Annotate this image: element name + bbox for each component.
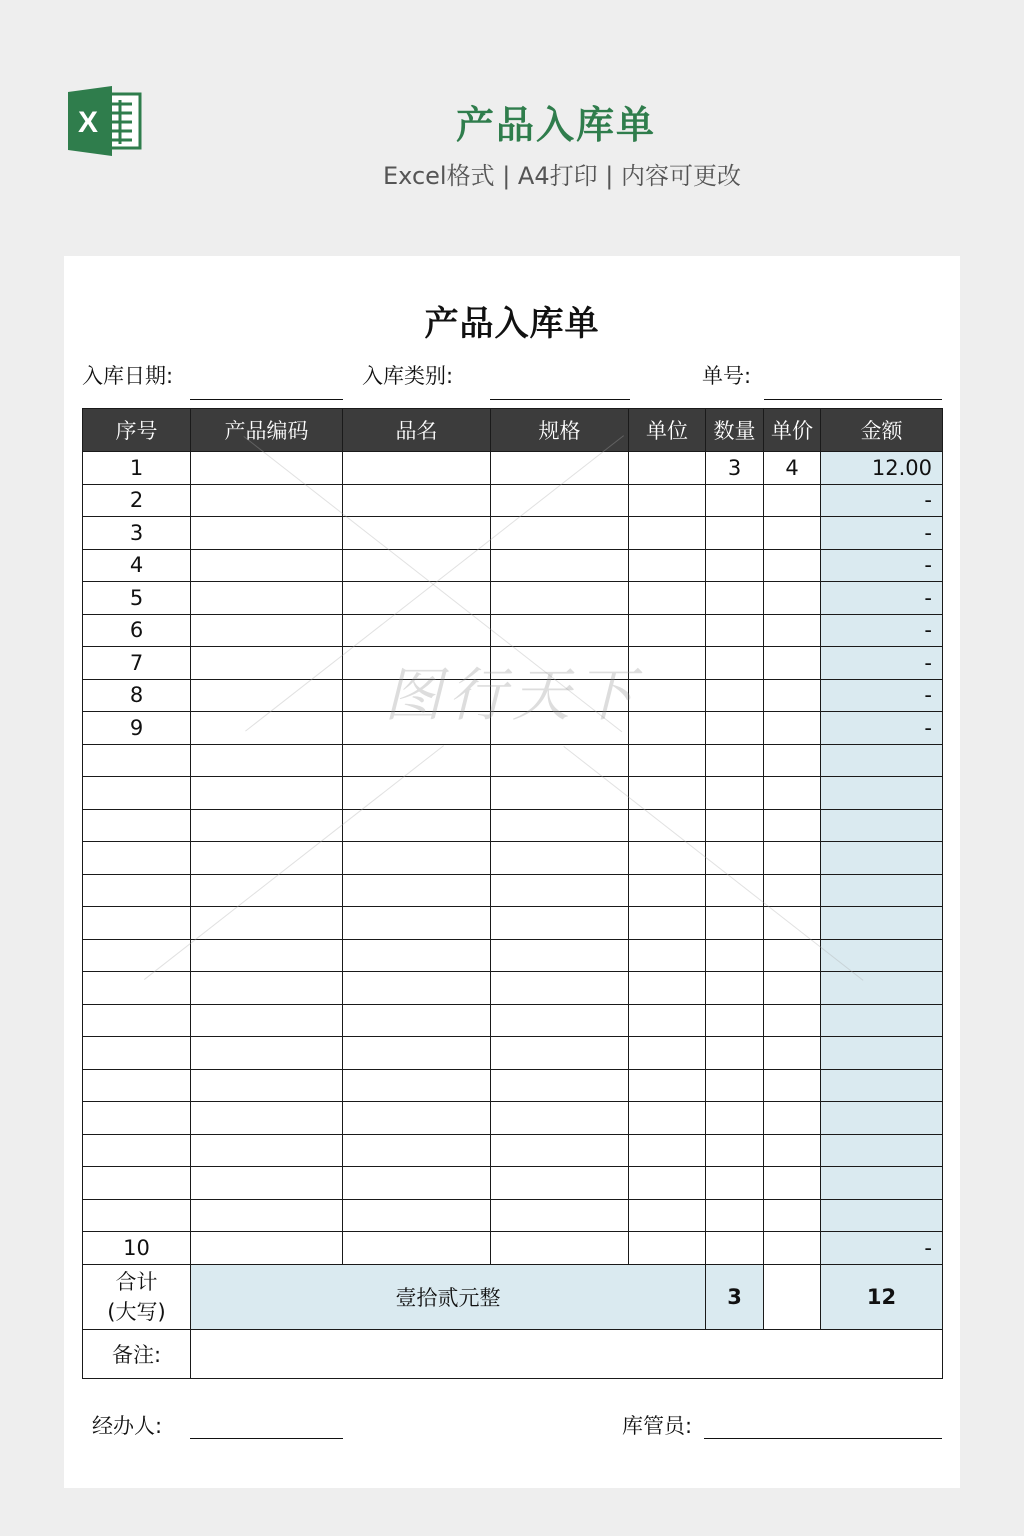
row-name-cell[interactable] — [343, 1102, 491, 1135]
row-amount-cell[interactable] — [821, 1069, 943, 1102]
row-seq-cell[interactable] — [83, 1102, 191, 1135]
row-price-cell[interactable] — [764, 679, 821, 712]
row-unit-cell[interactable] — [629, 679, 706, 712]
row-price-cell[interactable] — [764, 972, 821, 1005]
row-qty-cell[interactable] — [706, 647, 764, 680]
row-amount-cell[interactable]: - — [821, 679, 943, 712]
row-spec-cell[interactable] — [491, 484, 629, 517]
row-seq-cell[interactable] — [83, 939, 191, 972]
row-unit-cell[interactable] — [629, 842, 706, 875]
row-amount-cell[interactable] — [821, 1037, 943, 1070]
row-price-cell[interactable] — [764, 874, 821, 907]
row-code-cell[interactable] — [191, 842, 343, 875]
keeper-label: 库管员: — [622, 1414, 693, 1438]
row-amount-cell[interactable] — [821, 1102, 943, 1135]
table-row — [83, 582, 943, 615]
row-spec-cell[interactable] — [491, 1069, 629, 1102]
row-spec-cell[interactable] — [491, 874, 629, 907]
row-code-cell[interactable] — [191, 1004, 343, 1037]
row-price-cell[interactable] — [764, 939, 821, 972]
row-price-cell[interactable] — [764, 712, 821, 745]
col-header-seq: 序号 — [83, 409, 191, 452]
row-amount-cell[interactable]: - — [821, 647, 943, 680]
row-spec-cell[interactable] — [491, 712, 629, 745]
row-price-cell[interactable] — [764, 744, 821, 777]
row-spec-cell[interactable] — [491, 972, 629, 1005]
row-unit-cell[interactable] — [629, 874, 706, 907]
row-price-cell[interactable] — [764, 549, 821, 582]
row-spec-cell[interactable] — [491, 517, 629, 550]
row-qty-cell[interactable] — [706, 1199, 764, 1232]
row-code-cell[interactable] — [191, 712, 343, 745]
banner-subtitle: Excel格式 | A4打印 | 内容可更改 — [383, 162, 741, 190]
row-name-cell[interactable] — [343, 712, 491, 745]
row-qty-cell[interactable] — [706, 484, 764, 517]
row-price-cell[interactable] — [764, 1134, 821, 1167]
row-code-cell[interactable] — [191, 582, 343, 615]
row-amount-cell[interactable]: - — [821, 582, 943, 615]
total-label-line1: 合计 — [115, 1269, 158, 1294]
row-unit-cell[interactable] — [629, 484, 706, 517]
sheet-title: 产品入库单 — [424, 304, 600, 344]
row-qty-cell[interactable] — [706, 679, 764, 712]
row-name-cell[interactable] — [343, 1232, 491, 1265]
table-row — [83, 777, 943, 810]
row-seq-cell[interactable] — [83, 1069, 191, 1102]
row-unit-cell[interactable] — [629, 744, 706, 777]
row-qty-cell[interactable] — [706, 1134, 764, 1167]
row-spec-cell[interactable] — [491, 1004, 629, 1037]
row-code-cell[interactable] — [191, 647, 343, 680]
row-price-cell[interactable] — [764, 1037, 821, 1070]
row-code-cell[interactable] — [191, 907, 343, 940]
notes-label: 备注: — [83, 1329, 191, 1378]
keeper-field[interactable] — [704, 1438, 942, 1439]
row-unit-cell[interactable] — [629, 582, 706, 615]
row-unit-cell[interactable] — [629, 939, 706, 972]
row-spec-cell[interactable] — [491, 842, 629, 875]
row-price-cell[interactable] — [764, 582, 821, 615]
row-seq-cell[interactable]: 7 — [83, 647, 191, 680]
row-qty-cell[interactable] — [706, 1069, 764, 1102]
notes-field[interactable] — [191, 1329, 943, 1378]
row-qty-cell[interactable] — [706, 1167, 764, 1200]
row-price-cell[interactable] — [764, 1004, 821, 1037]
table-row — [83, 1167, 943, 1200]
row-spec-cell[interactable] — [491, 452, 629, 485]
row-unit-cell[interactable] — [629, 1167, 706, 1200]
row-qty-cell[interactable] — [706, 517, 764, 550]
table-row — [83, 1232, 943, 1265]
row-seq-cell[interactable] — [83, 1037, 191, 1070]
row-code-cell[interactable] — [191, 972, 343, 1005]
row-qty-cell[interactable] — [706, 1004, 764, 1037]
row-price-cell[interactable] — [764, 1102, 821, 1135]
row-amount-cell[interactable]: - — [821, 484, 943, 517]
row-unit-cell[interactable] — [629, 1102, 706, 1135]
handler-field[interactable] — [190, 1438, 343, 1439]
total-amount-in-words[interactable]: 壹拾贰元整 — [191, 1264, 706, 1329]
row-code-cell[interactable] — [191, 1102, 343, 1135]
table-row — [83, 907, 943, 940]
table-row — [83, 1004, 943, 1037]
row-code-cell[interactable] — [191, 614, 343, 647]
row-seq-cell[interactable] — [83, 809, 191, 842]
row-name-cell[interactable] — [343, 744, 491, 777]
row-amount-cell[interactable] — [821, 1004, 943, 1037]
row-amount-cell[interactable] — [821, 972, 943, 1005]
row-spec-cell[interactable] — [491, 1167, 629, 1200]
row-seq-cell[interactable]: 2 — [83, 484, 191, 517]
row-spec-cell[interactable] — [491, 907, 629, 940]
row-name-cell[interactable] — [343, 614, 491, 647]
row-name-cell[interactable] — [343, 1004, 491, 1037]
row-unit-cell[interactable] — [629, 1134, 706, 1167]
watermark-text: 图行天下 — [384, 661, 641, 729]
row-spec-cell[interactable] — [491, 1102, 629, 1135]
row-qty-cell[interactable] — [706, 972, 764, 1005]
row-price-cell[interactable] — [764, 809, 821, 842]
row-amount-cell[interactable]: - — [821, 517, 943, 550]
row-code-cell[interactable] — [191, 1199, 343, 1232]
col-header-spec: 规格 — [491, 409, 629, 452]
row-qty-cell[interactable] — [706, 1232, 764, 1265]
row-spec-cell[interactable] — [491, 614, 629, 647]
excel-icon-letter: X — [77, 106, 99, 139]
date-field[interactable] — [190, 399, 343, 400]
row-unit-cell[interactable] — [629, 614, 706, 647]
row-unit-cell[interactable] — [629, 452, 706, 485]
row-code-cell[interactable] — [191, 679, 343, 712]
table-row — [83, 939, 943, 972]
row-code-cell[interactable] — [191, 939, 343, 972]
row-price-cell[interactable] — [764, 1232, 821, 1265]
row-seq-cell[interactable] — [83, 1004, 191, 1037]
row-qty-cell[interactable] — [706, 874, 764, 907]
row-amount-cell[interactable]: - — [821, 712, 943, 745]
row-seq-cell[interactable]: 9 — [83, 712, 191, 745]
row-name-cell[interactable] — [343, 1199, 491, 1232]
row-code-cell[interactable] — [191, 1232, 343, 1265]
table-row — [83, 972, 943, 1005]
row-seq-cell[interactable]: 10 — [83, 1232, 191, 1265]
row-spec-cell[interactable] — [491, 777, 629, 810]
col-header-name: 品名 — [343, 409, 491, 452]
row-price-cell[interactable] — [764, 517, 821, 550]
row-amount-cell[interactable] — [821, 1167, 943, 1200]
row-name-cell[interactable] — [343, 1037, 491, 1070]
row-code-cell[interactable] — [191, 484, 343, 517]
date-label: 入库日期: — [82, 364, 174, 388]
row-name-cell[interactable] — [343, 939, 491, 972]
table-row — [83, 549, 943, 582]
total-price-cell[interactable] — [764, 1264, 821, 1329]
row-qty-cell[interactable] — [706, 1037, 764, 1070]
number-label: 单号: — [702, 364, 752, 388]
table-row — [83, 1199, 943, 1232]
row-qty-cell[interactable] — [706, 582, 764, 615]
row-unit-cell[interactable] — [629, 647, 706, 680]
row-unit-cell[interactable] — [629, 1004, 706, 1037]
row-seq-cell[interactable] — [83, 777, 191, 810]
row-qty-cell[interactable] — [706, 907, 764, 940]
row-spec-cell[interactable] — [491, 582, 629, 615]
row-amount-cell[interactable]: - — [821, 1232, 943, 1265]
table-row — [83, 1102, 943, 1135]
row-name-cell[interactable] — [343, 484, 491, 517]
row-code-cell[interactable] — [191, 549, 343, 582]
type-field[interactable] — [490, 399, 630, 400]
row-unit-cell[interactable] — [629, 549, 706, 582]
row-spec-cell[interactable] — [491, 1232, 629, 1265]
row-amount-cell[interactable] — [821, 1134, 943, 1167]
row-qty-cell[interactable] — [706, 1102, 764, 1135]
total-row — [83, 1264, 943, 1329]
row-name-cell[interactable] — [343, 582, 491, 615]
table-row — [83, 647, 943, 680]
row-amount-cell[interactable]: 12.00 — [821, 452, 943, 485]
total-label — [83, 1264, 191, 1329]
row-qty-cell[interactable] — [706, 777, 764, 810]
row-unit-cell[interactable] — [629, 907, 706, 940]
row-spec-cell[interactable] — [491, 939, 629, 972]
row-seq-cell[interactable]: 3 — [83, 517, 191, 550]
col-header-amount: 金额 — [821, 409, 943, 452]
row-amount-cell[interactable] — [821, 777, 943, 810]
table-header-row — [83, 409, 943, 452]
row-qty-cell[interactable] — [706, 809, 764, 842]
row-spec-cell[interactable] — [491, 1134, 629, 1167]
banner-title: 产品入库单 — [455, 103, 656, 147]
row-unit-cell[interactable] — [629, 1037, 706, 1070]
row-seq-cell[interactable] — [83, 744, 191, 777]
table-row — [83, 1134, 943, 1167]
row-unit-cell[interactable] — [629, 1199, 706, 1232]
row-amount-cell[interactable]: - — [821, 614, 943, 647]
row-amount-cell[interactable]: - — [821, 549, 943, 582]
row-seq-cell[interactable]: 1 — [83, 452, 191, 485]
table-row — [83, 614, 943, 647]
row-unit-cell[interactable] — [629, 1069, 706, 1102]
row-price-cell[interactable] — [764, 484, 821, 517]
table-row — [83, 809, 943, 842]
row-unit-cell[interactable] — [629, 972, 706, 1005]
row-code-cell[interactable] — [191, 777, 343, 810]
row-unit-cell[interactable] — [629, 517, 706, 550]
type-label: 入库类别: — [362, 364, 454, 388]
row-price-cell[interactable] — [764, 777, 821, 810]
row-price-cell[interactable] — [764, 1199, 821, 1232]
row-name-cell[interactable] — [343, 777, 491, 810]
row-amount-cell[interactable] — [821, 809, 943, 842]
notes-row — [83, 1329, 943, 1378]
row-code-cell[interactable] — [191, 809, 343, 842]
row-spec-cell[interactable] — [491, 809, 629, 842]
row-code-cell[interactable] — [191, 1037, 343, 1070]
row-name-cell[interactable] — [343, 1167, 491, 1200]
row-seq-cell[interactable] — [83, 842, 191, 875]
inventory-table — [82, 408, 943, 1379]
row-qty-cell[interactable]: 3 — [706, 452, 764, 485]
row-code-cell[interactable] — [191, 452, 343, 485]
row-name-cell[interactable] — [343, 452, 491, 485]
row-price-cell[interactable]: 4 — [764, 452, 821, 485]
col-header-unit: 单位 — [629, 409, 706, 452]
total-qty[interactable]: 3 — [706, 1264, 764, 1329]
row-amount-cell[interactable] — [821, 1199, 943, 1232]
row-qty-cell[interactable] — [706, 614, 764, 647]
row-name-cell[interactable] — [343, 1069, 491, 1102]
row-price-cell[interactable] — [764, 614, 821, 647]
table-body — [83, 452, 943, 1379]
row-seq-cell[interactable]: 5 — [83, 582, 191, 615]
row-price-cell[interactable] — [764, 907, 821, 940]
row-unit-cell[interactable] — [629, 1232, 706, 1265]
row-price-cell[interactable] — [764, 842, 821, 875]
row-seq-cell[interactable] — [83, 1199, 191, 1232]
row-spec-cell[interactable] — [491, 549, 629, 582]
table-row — [83, 452, 943, 485]
col-header-code: 产品编码 — [191, 409, 343, 452]
row-code-cell[interactable] — [191, 1069, 343, 1102]
row-unit-cell[interactable] — [629, 809, 706, 842]
row-code-cell[interactable] — [191, 744, 343, 777]
row-qty-cell[interactable] — [706, 744, 764, 777]
row-name-cell[interactable] — [343, 874, 491, 907]
row-code-cell[interactable] — [191, 517, 343, 550]
row-seq-cell[interactable] — [83, 907, 191, 940]
col-header-qty: 数量 — [706, 409, 764, 452]
row-spec-cell[interactable] — [491, 1037, 629, 1070]
row-name-cell[interactable] — [343, 517, 491, 550]
row-code-cell[interactable] — [191, 1167, 343, 1200]
row-seq-cell[interactable]: 6 — [83, 614, 191, 647]
table-row — [83, 484, 943, 517]
row-spec-cell[interactable] — [491, 647, 629, 680]
table-row — [83, 517, 943, 550]
row-name-cell[interactable] — [343, 972, 491, 1005]
row-seq-cell[interactable] — [83, 874, 191, 907]
table-row — [83, 1037, 943, 1070]
row-seq-cell[interactable] — [83, 1134, 191, 1167]
row-name-cell[interactable] — [343, 679, 491, 712]
table-row — [83, 1069, 943, 1102]
row-name-cell[interactable] — [343, 549, 491, 582]
number-field[interactable] — [764, 399, 942, 400]
row-amount-cell[interactable] — [821, 939, 943, 972]
row-amount-cell[interactable] — [821, 907, 943, 940]
row-name-cell[interactable] — [343, 907, 491, 940]
row-amount-cell[interactable] — [821, 842, 943, 875]
row-code-cell[interactable] — [191, 874, 343, 907]
col-header-price: 单价 — [764, 409, 821, 452]
table-row — [83, 842, 943, 875]
form-sheet — [64, 256, 960, 1488]
handler-label: 经办人: — [92, 1414, 163, 1438]
row-price-cell[interactable] — [764, 1069, 821, 1102]
table-row — [83, 679, 943, 712]
table-row — [83, 712, 943, 745]
row-qty-cell[interactable] — [706, 842, 764, 875]
row-name-cell[interactable] — [343, 1134, 491, 1167]
row-price-cell[interactable] — [764, 647, 821, 680]
row-name-cell[interactable] — [343, 809, 491, 842]
row-seq-cell[interactable] — [83, 1167, 191, 1200]
row-amount-cell[interactable] — [821, 874, 943, 907]
row-seq-cell[interactable]: 4 — [83, 549, 191, 582]
row-spec-cell[interactable] — [491, 744, 629, 777]
row-name-cell[interactable] — [343, 647, 491, 680]
row-amount-cell[interactable] — [821, 744, 943, 777]
table-row — [83, 744, 943, 777]
total-amount[interactable]: 12 — [821, 1264, 943, 1329]
row-name-cell[interactable] — [343, 842, 491, 875]
row-unit-cell[interactable] — [629, 712, 706, 745]
row-unit-cell[interactable] — [629, 777, 706, 810]
row-price-cell[interactable] — [764, 1167, 821, 1200]
row-qty-cell[interactable] — [706, 549, 764, 582]
table-row — [83, 874, 943, 907]
row-spec-cell[interactable] — [491, 679, 629, 712]
row-code-cell[interactable] — [191, 1134, 343, 1167]
row-spec-cell[interactable] — [491, 1199, 629, 1232]
row-seq-cell[interactable] — [83, 972, 191, 1005]
row-qty-cell[interactable] — [706, 939, 764, 972]
row-seq-cell[interactable]: 8 — [83, 679, 191, 712]
total-label-line2: (大写) — [107, 1299, 166, 1324]
row-qty-cell[interactable] — [706, 712, 764, 745]
